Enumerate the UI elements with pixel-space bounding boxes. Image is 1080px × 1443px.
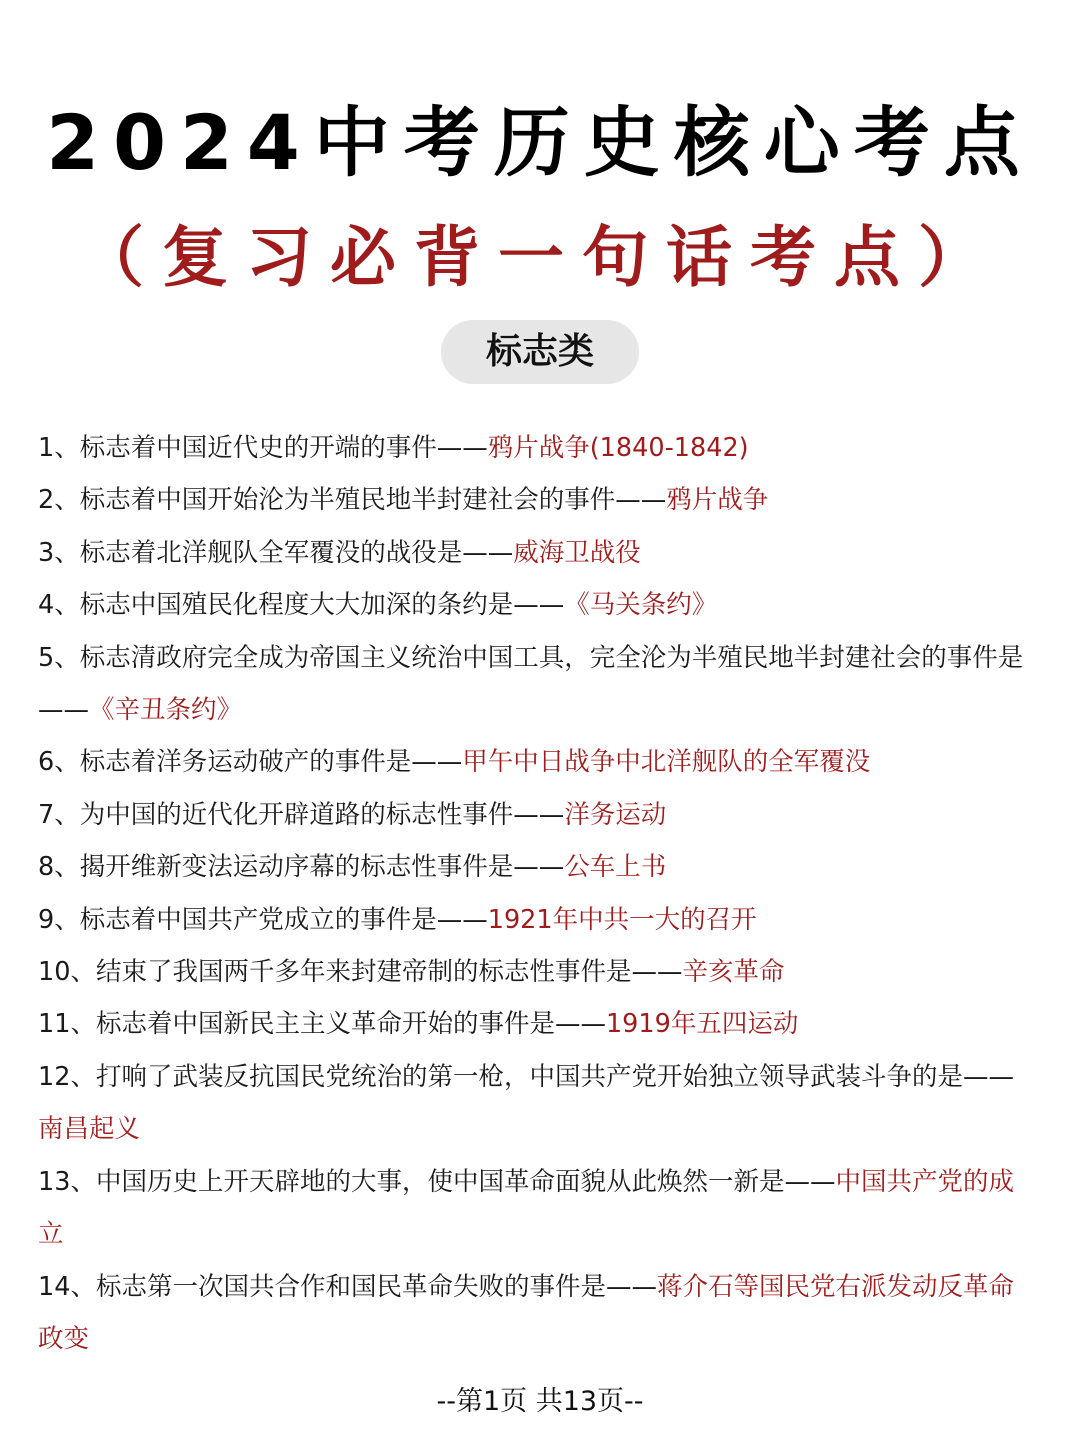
item-answer: 《马关条约》 bbox=[564, 590, 718, 621]
list-item bbox=[38, 998, 1028, 1050]
item-question: 3、标志着北洋舰队全军覆没的战役是—— bbox=[38, 537, 514, 568]
item-question: 13、中国历史上开天辟地的大事，使中国革命面貌从此焕然一新是—— bbox=[38, 1166, 836, 1197]
item-question: 7、为中国的近代化开辟道路的标志性事件—— bbox=[38, 799, 565, 830]
category-badge: 标志类 bbox=[441, 320, 639, 384]
item-answer: 鸦片战争(1840-1842) bbox=[487, 433, 749, 463]
item-answer: 公车上书 bbox=[564, 852, 667, 883]
item-question: 1、标志着中国近代史的开端的事件—— bbox=[38, 433, 488, 463]
item-answer: 1919年五四运动 bbox=[605, 1009, 799, 1040]
item-answer: 甲午中日战争中北洋舰队的全军覆没 bbox=[462, 747, 871, 778]
item-question: 4、标志中国殖民化程度大大加深的条约是—— bbox=[38, 590, 565, 621]
list-item bbox=[38, 1261, 1028, 1366]
item-question: 2、标志着中国开始沦为半殖民地半封建社会的事件—— bbox=[38, 485, 667, 516]
item-answer: 南昌起义 bbox=[38, 1114, 141, 1145]
list-item bbox=[38, 422, 1028, 474]
item-question: 12、打响了武装反抗国民党统治的第一枪，中国共产党开始独立领导武装斗争的是—— bbox=[38, 1061, 1014, 1092]
item-question: 11、标志着中国新民主主义革命开始的事件是—— bbox=[38, 1009, 606, 1040]
list-item bbox=[38, 841, 1028, 893]
item-answer: 蒋介石等国民党右派发动反革命政变 bbox=[38, 1271, 1014, 1354]
item-answer: 1921年中共一大的召开 bbox=[487, 904, 757, 935]
list-item bbox=[38, 527, 1028, 579]
item-answer: 鸦片战争 bbox=[666, 485, 769, 516]
key-points-list bbox=[38, 422, 1028, 1365]
page-title: 2024中考历史核心考点 bbox=[46, 98, 1034, 187]
item-answer: 辛亥革命 bbox=[682, 957, 785, 988]
item-question: 6、标志着洋务运动破产的事件是—— bbox=[38, 747, 463, 778]
list-item bbox=[38, 894, 1028, 946]
list-item bbox=[38, 1156, 1028, 1261]
item-question: 10、结束了我国两千多年来封建帝制的标志性事件是—— bbox=[38, 957, 683, 988]
list-item bbox=[38, 474, 1028, 526]
item-question: 14、标志第一次国共合作和国民革命失败的事件是—— bbox=[38, 1271, 657, 1302]
item-question: 5、标志清政府完全成为帝国主义统治中国工具，完全沦为半殖民地半封建社会的事件是—— bbox=[38, 642, 1024, 726]
list-item bbox=[38, 1051, 1028, 1156]
list-item bbox=[38, 736, 1028, 788]
item-answer: 威海卫战役 bbox=[513, 537, 641, 568]
item-answer: 洋务运动 bbox=[564, 799, 667, 830]
list-item bbox=[38, 946, 1028, 998]
item-answer: 《辛丑条约》 bbox=[89, 695, 243, 726]
page-footer: --第1页 共13页-- bbox=[436, 1386, 644, 1417]
item-question: 8、揭开维新变法运动序幕的标志性事件是—— bbox=[38, 852, 565, 883]
list-item bbox=[38, 632, 1028, 737]
list-item bbox=[38, 579, 1028, 631]
page-subtitle: （复习必背一句话考点） bbox=[78, 218, 1002, 296]
item-question: 9、标志着中国共产党成立的事件是—— bbox=[38, 904, 488, 935]
item-answer: 中国共产党的成立 bbox=[38, 1166, 1014, 1250]
list-item bbox=[38, 789, 1028, 841]
